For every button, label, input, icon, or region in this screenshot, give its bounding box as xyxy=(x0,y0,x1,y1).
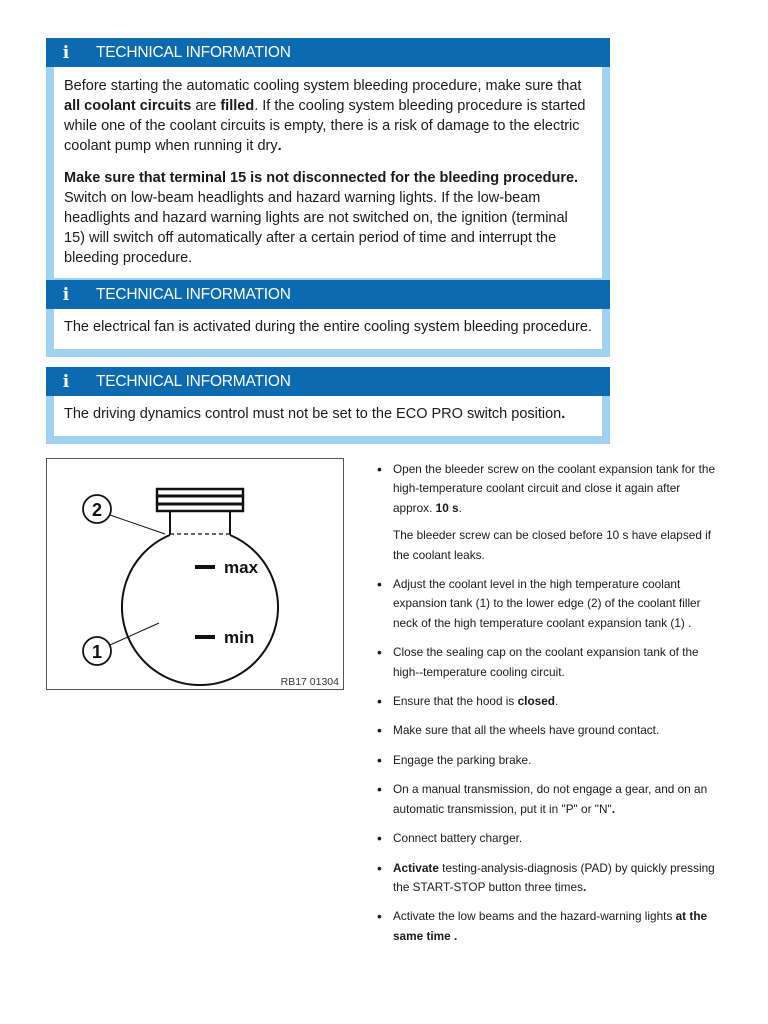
steps-list xyxy=(375,575,715,946)
procedure-steps xyxy=(375,460,715,956)
info-paragraph: Before starting the automatic cooling system bleeding procedure, make sure that all coolant circuits are filled. If the cooling system bleeding procedure is started while one of the coolant circuits is empty, there is a risk of damage to the electric coolant pump when running it dry. xyxy=(64,78,586,154)
expansion-tank-figure xyxy=(46,458,344,690)
info-box-header xyxy=(46,280,610,309)
info-box-header xyxy=(46,38,610,67)
info-paragraph: The driving dynamics control must not be set to the ECO PRO switch position. xyxy=(64,406,566,422)
technical-info-box-2 xyxy=(46,280,610,357)
list-item: • Adjust the coolant level in the high temperature coolant expansion tank (1) to the lower edge (2) of the coolant filler neck of the high temperature coolant expansion tank (1) . xyxy=(375,575,715,633)
max-label: max xyxy=(224,558,259,577)
info-box-title: TECHNICAL INFORMATION xyxy=(96,285,291,303)
list-item: • Close the sealing cap on the coolant expansion tank of the high--temperature cooling circuit. xyxy=(375,643,715,682)
info-paragraph: Make sure that terminal 15 is not disconnected for the bleeding procedure. Switch on low-beam headlights and hazard warning lights. If the low-beam headlights and hazard warning lights are not switched on, the ignition (terminal 15) will switch off automatically after a certain period of time and interrupt the bleeding procedure. xyxy=(64,170,579,266)
callout-1-leader xyxy=(110,623,159,645)
list-item: • Engage the parking brake. xyxy=(375,751,715,770)
info-box-body xyxy=(54,67,602,278)
info-box-title: TECHNICAL INFORMATION xyxy=(96,43,291,61)
info-box-header xyxy=(46,367,610,396)
info-box-title: TECHNICAL INFORMATION xyxy=(96,372,291,390)
callout-1-label: 1 xyxy=(91,642,103,662)
callout-2-label: 2 xyxy=(91,500,103,520)
list-item: • Make sure that all the wheels have ground contact. xyxy=(375,721,715,740)
step-note: The bleeder screw can be closed before 10 s have elapsed if the coolant leaks. xyxy=(393,528,712,562)
expansion-tank-diagram xyxy=(47,459,343,689)
tank-cap xyxy=(157,489,243,511)
callout-2-leader xyxy=(110,515,165,534)
steps-list xyxy=(375,460,715,518)
list-item: • Activate the low beams and the hazard-warning lights at the same time . xyxy=(375,907,715,946)
info-box-body xyxy=(54,309,602,349)
list-item: • On a manual transmission, do not engage a gear, and on an automatic transmission, put it in "P" or "N". xyxy=(375,780,715,819)
info-icon: i xyxy=(62,371,70,392)
list-item: • Ensure that the hood is closed. xyxy=(375,692,715,711)
list-item: • Open the bleeder screw on the coolant expansion tank for the high-temperature coolant circuit and close it again after approx. 10 s. xyxy=(375,460,715,518)
technical-info-box-3 xyxy=(46,367,610,444)
info-box-body xyxy=(54,396,602,436)
list-item: • Connect battery charger. xyxy=(375,829,715,848)
min-label: min xyxy=(224,628,255,647)
info-icon: i xyxy=(62,42,70,63)
info-icon: i xyxy=(62,284,70,305)
technical-info-box-1 xyxy=(46,38,610,286)
figure-reference: RB17 01304 xyxy=(280,676,339,688)
list-item: • Activate testing-analysis-diagnosis (PAD) by quickly pressing the START-STOP button three times. xyxy=(375,859,715,898)
info-paragraph: The electrical fan is activated during the entire cooling system bleeding procedure. xyxy=(64,319,592,335)
